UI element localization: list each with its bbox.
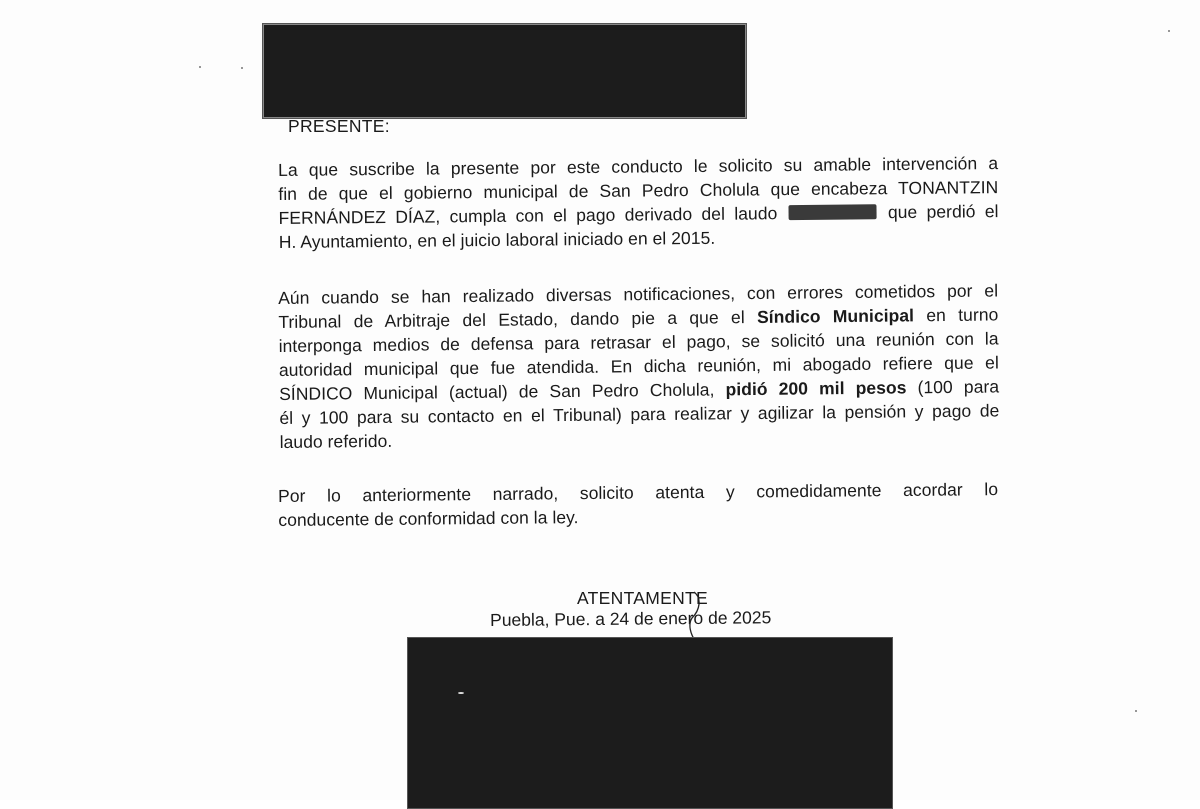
paragraph-line: Aún cuando se han realizado diversas notificaciones, con errores cometidos por el [278,280,999,308]
bold-text: pidió 200 mil pesos [725,377,907,400]
paragraph-line: laudo referido. [279,430,393,452]
redacted-signature-block [407,637,893,809]
paragraph-line: él y 100 para su contacto en el Tribunal) para realizar y agilizar la pensión y pago de [279,400,1000,428]
paragraph-line: Por lo anteriormente narrado, solicito atenta y comedidamente acordar lo [278,479,999,506]
paragraph-text: Tribunal de Arbitraje del Estado, dando pie a que el [278,307,745,332]
paragraph-text: SÍNDICO Municipal (actual) de San Pedro Cholula, [279,379,715,404]
scan-speck [1135,710,1137,712]
paragraph-conclusion [278,477,998,532]
redacted-addressee-block [262,23,747,119]
paragraph-line: La que suscribe la presente por este conducto le solicito su amable intervención a [278,153,999,180]
paragraph-line: autoridad municipal que fue atendida. En dicha reunión, mi abogado refiere que el [278,352,999,380]
place-date: Puebla, Pue. a 24 de enero de 2025 [490,607,772,630]
scan-speck [1168,30,1170,32]
scan-speck [458,692,464,694]
paragraph-line: fin de que el gobierno municipal de San Pedro Cholula que encabeza TONANTZIN [278,177,999,204]
closing-text: ATENTAMENTE [577,588,708,608]
paragraph-text: en turno [926,304,999,326]
paragraph-line: conducente de conformidad con la ley. [278,507,579,530]
paragraph-text: (100 para [917,376,1000,398]
paragraph-line: H. Ayuntamiento, en el juicio laboral iniciado en el 2015. [278,227,716,252]
paragraph-text: que perdió el [887,201,999,223]
paragraph-line: interponga medios de defensa para retrasar el pago, se solicitó una reunión con la [278,328,999,356]
scan-speck [241,67,243,69]
paragraph-facts [278,278,1000,454]
redacted-laudo-number [789,204,877,220]
paragraph-text: FERNÁNDEZ DÍAZ, cumpla con el pago derivado del laudo [278,203,778,228]
bold-text: Síndico Municipal [756,305,915,327]
scan-speck [199,66,201,68]
paragraph-request [278,151,999,254]
greeting: PRESENTE: [288,116,390,136]
